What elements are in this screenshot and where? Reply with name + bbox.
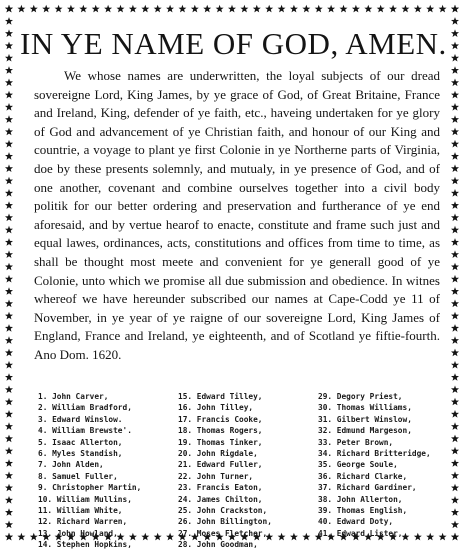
border-star	[5, 422, 13, 430]
border-star	[451, 312, 459, 320]
border-star	[5, 496, 13, 504]
border-star	[451, 521, 459, 529]
signers-list	[38, 391, 450, 550]
border-star	[5, 349, 13, 357]
border-star	[451, 336, 459, 344]
border-star	[5, 250, 13, 258]
border-star	[5, 287, 13, 295]
border-star	[340, 5, 348, 13]
signer-name: 41. Edward Lister,	[318, 528, 403, 538]
border-star	[92, 5, 100, 13]
compact-paragraph: We whose names are underwritten, the loyal subjects of our dread sovereigne Lord, King James, by ye grace of God, of Great Britaine, France and Ireland, King, defender of ye faith, etc., haveing undertaken for ye glory of God and advancement of ye Christian faith, and honour of our King and countrie, a voyage to plant ye first Colonie in ye Northerne parts of Virginia, doe by these presents solemnly, and mutualy, in ye presence of God, and of one another, covenant and combine ourselves together into a civil body politik for our better ordering and preservation and furtherance of ye end aforesaid, and by vertue hearof to enacte, constitute and frame such just and equal lawes, ordinances, acts, constitutions and offices from time to time, as shall be thought most meete and convenient for ye generall good of ye Colonie, unto which we promise all due submission and obedience. In witnes whereof we have hereunder subscribed our names at Cape-Codd ye 11 of November, in ye year of ye raigne of our sovereigne Lord, King James of England, France and Ireland, ye eighteenth, and of Scotland ye fiftie-fourth. Ano Dom. 1620.	[34, 68, 440, 362]
border-star	[451, 128, 459, 136]
border-star	[327, 5, 335, 13]
border-star	[5, 300, 13, 308]
border-star	[451, 349, 459, 357]
border-star	[5, 79, 13, 87]
signer-name: 31. Gilbert Winslow,	[318, 414, 412, 424]
border-star	[451, 189, 459, 197]
border-star	[5, 115, 13, 123]
document-body	[34, 67, 440, 365]
border-star	[265, 5, 273, 13]
border-star	[5, 275, 13, 283]
signer-name: 36. Richard Clarke,	[318, 471, 408, 481]
border-star	[5, 484, 13, 492]
border-star	[451, 115, 459, 123]
border-star	[5, 459, 13, 467]
border-star	[451, 152, 459, 160]
border-star	[5, 164, 13, 172]
border-star	[414, 5, 422, 13]
border-star	[451, 177, 459, 185]
border-star	[5, 238, 13, 246]
border-star	[451, 17, 459, 25]
border-star	[451, 373, 459, 381]
border-star	[451, 250, 459, 258]
border-star	[451, 66, 459, 74]
border-star	[5, 91, 13, 99]
signer-name: 17. Francis Cooke,	[178, 414, 263, 424]
signer-name: 26. John Billington,	[178, 517, 272, 527]
signer-name: 20. John Rigdale,	[178, 449, 258, 459]
border-star	[315, 5, 323, 13]
border-star	[5, 128, 13, 136]
border-star	[451, 42, 459, 50]
signer-name: 4. William Brewste'.	[38, 426, 132, 436]
signer-name: 27. Moses Fletcher,	[178, 528, 268, 538]
border-star	[179, 5, 187, 13]
signer-name: 7. John Alden,	[38, 460, 104, 470]
border-star	[451, 238, 459, 246]
signer-name: 34. Richard Britteridge,	[318, 449, 431, 459]
signer-name: 29. Degory Priest,	[318, 392, 403, 401]
border-star	[439, 5, 447, 13]
border-star	[402, 5, 410, 13]
border-star	[5, 324, 13, 332]
signer-name: 28. John Goodman,	[178, 540, 258, 550]
signer-name: 22. John Turner,	[178, 471, 254, 481]
border-star	[228, 5, 236, 13]
border-star	[5, 226, 13, 234]
border-star	[451, 29, 459, 37]
border-star	[240, 5, 248, 13]
border-star	[451, 447, 459, 455]
signer-name: 38. John Allerton,	[318, 494, 403, 504]
signer-name: 35. George Soule,	[318, 460, 398, 470]
border-star	[451, 471, 459, 479]
border-star	[5, 214, 13, 222]
border-star	[451, 435, 459, 443]
signer-name: 23. Francis Eaton,	[178, 483, 263, 493]
border-star	[451, 422, 459, 430]
signer-name: 18. Thomas Rogers,	[178, 426, 263, 436]
border-star	[5, 447, 13, 455]
border-star	[451, 54, 459, 62]
signer-name: 11. William White,	[38, 506, 123, 516]
border-star	[451, 103, 459, 111]
border-star	[451, 263, 459, 271]
border-star	[451, 164, 459, 172]
border-star	[117, 5, 125, 13]
border-star	[451, 300, 459, 308]
signer-name: 19. Thomas Tinker,	[178, 437, 263, 447]
border-star	[451, 533, 459, 541]
border-star	[451, 79, 459, 87]
signer-name: 12. Richard Warren,	[38, 517, 128, 527]
signers-column-1	[38, 391, 141, 551]
signer-name: 6. Myles Standish,	[38, 449, 123, 459]
border-star	[364, 5, 372, 13]
border-star	[5, 373, 13, 381]
signer-name: 13. John Howland,	[38, 528, 118, 538]
border-star	[451, 214, 459, 222]
border-star	[5, 533, 13, 541]
signer-name: 2. William Bradford,	[38, 403, 132, 413]
signer-name: 1. John Carver,	[38, 392, 109, 401]
border-star	[352, 5, 360, 13]
border-star	[451, 398, 459, 406]
border-star	[30, 5, 38, 13]
signers-column-3	[318, 391, 431, 539]
border-star	[451, 287, 459, 295]
signer-name: 14. Stephen Hopkins,	[38, 540, 132, 550]
border-star	[5, 189, 13, 197]
border-star	[17, 5, 25, 13]
signer-name: 25. John Crackston,	[178, 506, 268, 516]
border-star	[451, 275, 459, 283]
border-star	[104, 5, 112, 13]
border-star	[42, 5, 50, 13]
signer-name: 24. James Chilton,	[178, 494, 263, 504]
border-star	[451, 201, 459, 209]
border-star	[377, 5, 385, 13]
border-star	[5, 42, 13, 50]
border-star	[5, 177, 13, 185]
border-star	[426, 5, 434, 13]
border-star	[290, 5, 298, 13]
border-star	[451, 508, 459, 516]
border-star	[278, 5, 286, 13]
border-star	[302, 5, 310, 13]
border-star	[191, 5, 199, 13]
border-star	[5, 201, 13, 209]
signer-name: 16. John Tilley,	[178, 403, 254, 413]
border-star	[5, 398, 13, 406]
signer-name: 30. Thomas Williams,	[318, 403, 412, 413]
border-star	[389, 5, 397, 13]
border-star	[5, 54, 13, 62]
border-star	[5, 336, 13, 344]
signer-name: 21. Edward Fuller,	[178, 460, 263, 470]
border-star	[30, 533, 38, 541]
border-star	[5, 152, 13, 160]
border-star	[451, 386, 459, 394]
border-star	[253, 5, 261, 13]
signer-name: 40. Edward Doty,	[318, 517, 394, 527]
signer-name: 5. Isaac Allerton,	[38, 437, 123, 447]
document-title: IN YE NAME OF GOD, AMEN.	[20, 26, 447, 61]
signer-name: 9. Christopher Martin,	[38, 483, 142, 493]
border-star	[451, 5, 459, 13]
border-star	[5, 29, 13, 37]
compact-document	[20, 22, 447, 550]
border-star	[141, 5, 149, 13]
border-star	[451, 140, 459, 148]
border-star	[5, 410, 13, 418]
border-star	[451, 324, 459, 332]
border-star	[79, 5, 87, 13]
signer-name: 32. Edmund Margeson,	[318, 426, 412, 436]
signer-name: 33. Peter Brown,	[318, 437, 394, 447]
border-star	[451, 226, 459, 234]
border-star	[67, 5, 75, 13]
border-star	[451, 361, 459, 369]
border-star	[55, 5, 63, 13]
border-star	[451, 496, 459, 504]
border-star	[5, 103, 13, 111]
signer-name: 15. Edward Tilley,	[178, 392, 263, 401]
signer-name: 10. William Mullins,	[38, 494, 132, 504]
border-star	[5, 521, 13, 529]
border-star	[203, 5, 211, 13]
border-star	[5, 5, 13, 13]
border-star	[5, 312, 13, 320]
border-star	[129, 5, 137, 13]
signer-name: 37. Richard Gardiner,	[318, 483, 417, 493]
border-star	[5, 140, 13, 148]
signer-name: 39. Thomas English,	[318, 506, 408, 516]
border-star	[154, 5, 162, 13]
border-star	[5, 263, 13, 271]
border-star	[451, 410, 459, 418]
signer-name: 3. Edward Winslow.	[38, 414, 123, 424]
border-star	[5, 471, 13, 479]
border-star	[5, 66, 13, 74]
signers-column-2	[178, 391, 272, 551]
border-star	[5, 508, 13, 516]
border-star	[5, 435, 13, 443]
border-star	[451, 484, 459, 492]
border-star	[216, 5, 224, 13]
border-star	[451, 91, 459, 99]
border-star	[17, 533, 25, 541]
border-star	[166, 5, 174, 13]
signer-name: 8. Samuel Fuller,	[38, 471, 118, 481]
border-star	[5, 386, 13, 394]
border-star	[5, 361, 13, 369]
border-star	[451, 459, 459, 467]
border-star	[5, 17, 13, 25]
